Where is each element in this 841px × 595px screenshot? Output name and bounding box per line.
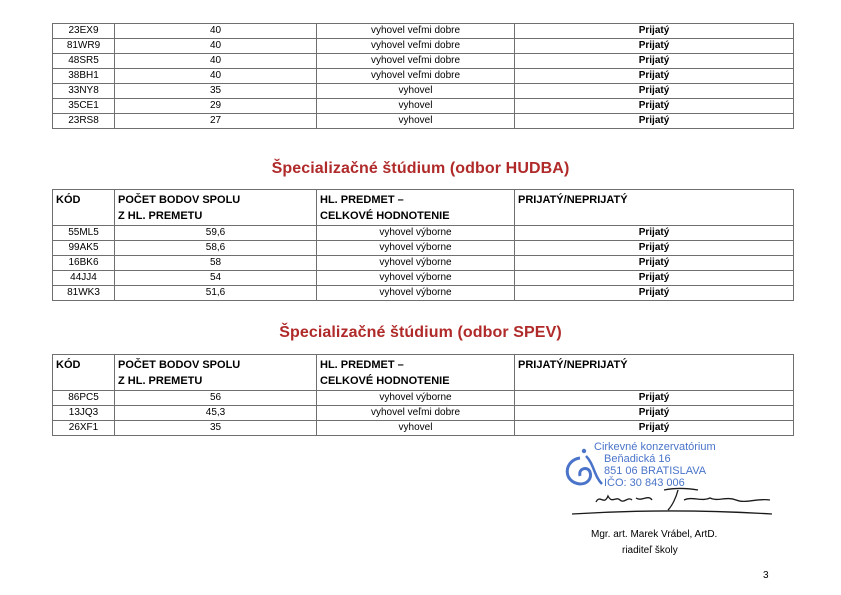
header-points-line1: POČET BODOV SPOLU xyxy=(118,194,241,206)
cell-evaluation: vyhovel výborne xyxy=(317,391,515,406)
header-eval-line1: HL. PREDMET – xyxy=(320,359,404,371)
table-row xyxy=(53,69,794,84)
header-points xyxy=(115,355,317,391)
cell-code: 35CE1 xyxy=(53,99,115,114)
cell-evaluation: vyhovel veľmi dobre xyxy=(317,406,515,421)
admissions-table-body xyxy=(53,226,794,301)
cell-status: Prijatý xyxy=(515,271,794,286)
cell-evaluation: vyhovel veľmi dobre xyxy=(317,69,515,84)
table-row xyxy=(53,256,794,271)
table-row xyxy=(53,421,794,436)
signatory-name: Mgr. art. Marek Vrábel, ArtD. xyxy=(591,529,718,540)
cell-code: 48SR5 xyxy=(53,54,115,69)
page-number: 3 xyxy=(763,570,769,581)
table-row xyxy=(53,241,794,256)
admissions-table-body xyxy=(53,391,794,436)
cell-code: 26XF1 xyxy=(53,421,115,436)
cell-points: 58 xyxy=(115,256,317,271)
cell-status: Prijatý xyxy=(515,286,794,301)
header-eval-line2: CELKOVÉ HODNOTENIE xyxy=(320,210,450,222)
table-row xyxy=(53,99,794,114)
header-evaluation xyxy=(317,190,515,226)
cell-status: Prijatý xyxy=(515,54,794,69)
signature-icon xyxy=(572,489,772,515)
cell-evaluation: vyhovel veľmi dobre xyxy=(317,54,515,69)
cell-points: 40 xyxy=(115,69,317,84)
cell-status: Prijatý xyxy=(515,39,794,54)
cell-code: 23RS8 xyxy=(53,114,115,129)
cell-points: 35 xyxy=(115,421,317,436)
cell-evaluation: vyhovel xyxy=(317,114,515,129)
cell-code: 16BK6 xyxy=(53,256,115,271)
cell-points: 59,6 xyxy=(115,226,317,241)
table-row xyxy=(53,391,794,406)
cell-status: Prijatý xyxy=(515,256,794,271)
cell-points: 29 xyxy=(115,99,317,114)
cell-code: 81WK3 xyxy=(53,286,115,301)
header-points-line2: Z HL. PREMETU xyxy=(118,210,203,222)
stamp-line: Cirkevné konzervatórium xyxy=(594,441,716,453)
table-header-row xyxy=(53,355,794,391)
header-points xyxy=(115,190,317,226)
header-points-line2: Z HL. PREMETU xyxy=(118,375,203,387)
header-code: KÓD xyxy=(53,190,115,226)
section-heading-hudba: Špecializačné štúdium (odbor HUDBA) xyxy=(271,160,570,177)
header-eval-line2: CELKOVÉ HODNOTENIE xyxy=(320,375,450,387)
cell-points: 27 xyxy=(115,114,317,129)
cell-evaluation: vyhovel veľmi dobre xyxy=(317,39,515,54)
header-evaluation xyxy=(317,355,515,391)
cell-code: 99AK5 xyxy=(53,241,115,256)
cell-evaluation: vyhovel výborne xyxy=(317,271,515,286)
cell-evaluation: vyhovel výborne xyxy=(317,226,515,241)
cell-evaluation: vyhovel veľmi dobre xyxy=(317,24,515,39)
table-row xyxy=(53,54,794,69)
cell-points: 40 xyxy=(115,24,317,39)
admissions-table-continued xyxy=(52,23,794,129)
header-status: PRIJATÝ/NEPRIJATÝ xyxy=(515,355,794,391)
signatory-role: riaditeľ školy xyxy=(622,545,678,556)
cell-points: 58,6 xyxy=(115,241,317,256)
table-row xyxy=(53,226,794,241)
cell-status: Prijatý xyxy=(515,84,794,99)
cell-evaluation: vyhovel xyxy=(317,84,515,99)
cell-code: 81WR9 xyxy=(53,39,115,54)
table-header-row xyxy=(53,190,794,226)
cell-points: 54 xyxy=(115,271,317,286)
cell-evaluation: vyhovel xyxy=(317,99,515,114)
cell-evaluation: vyhovel výborne xyxy=(317,256,515,271)
header-status: PRIJATÝ/NEPRIJATÝ xyxy=(515,190,794,226)
cell-code: 86PC5 xyxy=(53,391,115,406)
cell-points: 40 xyxy=(115,39,317,54)
stamp-line: 851 06 BRATISLAVA xyxy=(604,465,707,477)
table-row xyxy=(53,84,794,99)
table-row xyxy=(53,271,794,286)
cell-status: Prijatý xyxy=(515,421,794,436)
cell-code: 33NY8 xyxy=(53,84,115,99)
header-points-line1: POČET BODOV SPOLU xyxy=(118,359,241,371)
stamp-line: Beňadická 16 xyxy=(604,453,671,465)
cell-code: 23EX9 xyxy=(53,24,115,39)
header-eval-line1: HL. PREDMET – xyxy=(320,194,404,206)
cell-evaluation: vyhovel výborne xyxy=(317,286,515,301)
table-row xyxy=(53,114,794,129)
cell-points: 45,3 xyxy=(115,406,317,421)
cell-points: 40 xyxy=(115,54,317,69)
cell-points: 51,6 xyxy=(115,286,317,301)
admissions-table-body xyxy=(53,24,794,129)
cell-points: 35 xyxy=(115,84,317,99)
cell-status: Prijatý xyxy=(515,114,794,129)
cell-status: Prijatý xyxy=(515,99,794,114)
cell-evaluation: vyhovel xyxy=(317,421,515,436)
cell-evaluation: vyhovel výborne xyxy=(317,241,515,256)
cell-status: Prijatý xyxy=(515,24,794,39)
table-row xyxy=(53,406,794,421)
admissions-table-spev xyxy=(52,354,794,436)
cell-status: Prijatý xyxy=(515,226,794,241)
cell-code: 13JQ3 xyxy=(53,406,115,421)
table-row xyxy=(53,39,794,54)
cell-points: 56 xyxy=(115,391,317,406)
admissions-table-hudba xyxy=(52,189,794,301)
section-heading-spev: Špecializačné štúdium (odbor SPEV) xyxy=(279,324,562,341)
stamp-line: IČO: 30 843 006 xyxy=(604,477,685,489)
cell-code: 44JJ4 xyxy=(53,271,115,286)
stamp-text xyxy=(594,441,716,489)
cell-status: Prijatý xyxy=(515,391,794,406)
cell-code: 55ML5 xyxy=(53,226,115,241)
cell-status: Prijatý xyxy=(515,406,794,421)
header-code: KÓD xyxy=(53,355,115,391)
cell-code: 38BH1 xyxy=(53,69,115,84)
table-row xyxy=(53,286,794,301)
cell-status: Prijatý xyxy=(515,69,794,84)
table-row xyxy=(53,24,794,39)
cell-status: Prijatý xyxy=(515,241,794,256)
